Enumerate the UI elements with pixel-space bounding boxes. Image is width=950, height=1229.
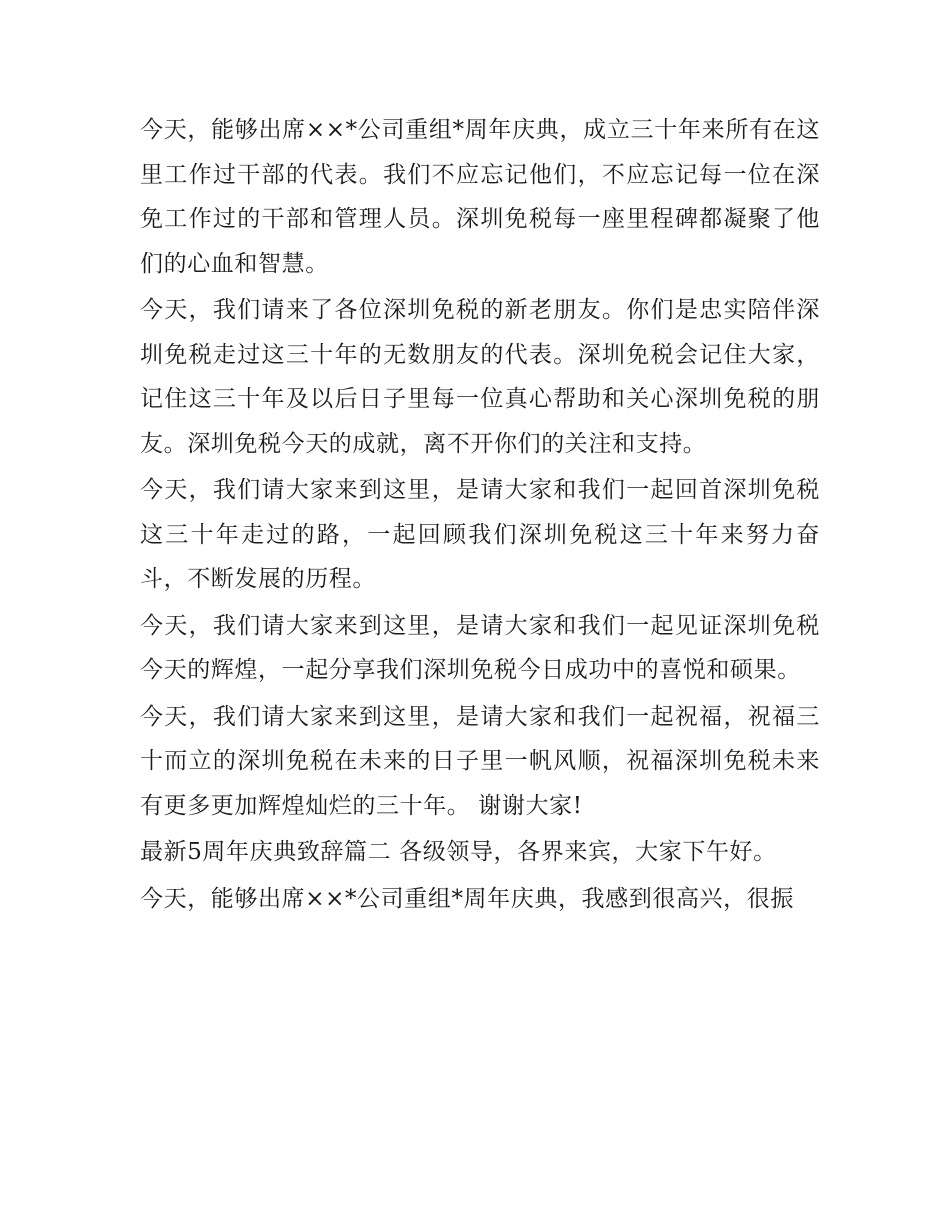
paragraph-2: 今天，我们请来了各位深圳免税的新老朋友。你们是忠实陪伴深圳免税走过这三十年的无数朋友的代表。深圳免税会记住大家，记住这三十年及以后日子里每一位真心帮助和关心深圳免税的朋友。深圳免税今天的成就，离不开你们的关注和支持。 xyxy=(140,297,820,457)
paragraph-4: 今天，我们请大家来到这里，是请大家和我们一起见证深圳免税今天的辉煌，一起分享我们深圳免税今日成功中的喜悦和硕果。 xyxy=(140,612,820,683)
paragraph-5: 今天，我们请大家来到这里，是请大家和我们一起祝福，祝福三十而立的深圳免税在未来的日子里一帆风顺，祝福深圳免税未来有更多更加辉煌灿烂的三十年。 谢谢大家! xyxy=(140,703,820,819)
paragraph-3: 今天，我们请大家来到这里，是请大家和我们一起回首深圳免税这三十年走过的路，一起回顾我们深圳免税这三十年来努力奋斗，不断发展的历程。 xyxy=(140,477,820,592)
paragraph-6-section-heading: 最新5周年庆典致辞篇二 各级领导，各界来宾，大家下午好。 xyxy=(140,839,777,865)
document-body xyxy=(140,108,820,923)
paragraph-1: 今天，能够出席××*公司重组*周年庆典，成立三十年来所有在这里工作过干部的代表。我们不应忘记他们，不应忘记每一位在深免工作过的干部和管理人员。深圳免税每一座里程碑都凝聚了他们的心血和智慧。 xyxy=(140,117,820,277)
paragraph-7: 今天，能够出席××*公司重组*周年庆典，我感到很高兴，很振 xyxy=(140,885,794,912)
